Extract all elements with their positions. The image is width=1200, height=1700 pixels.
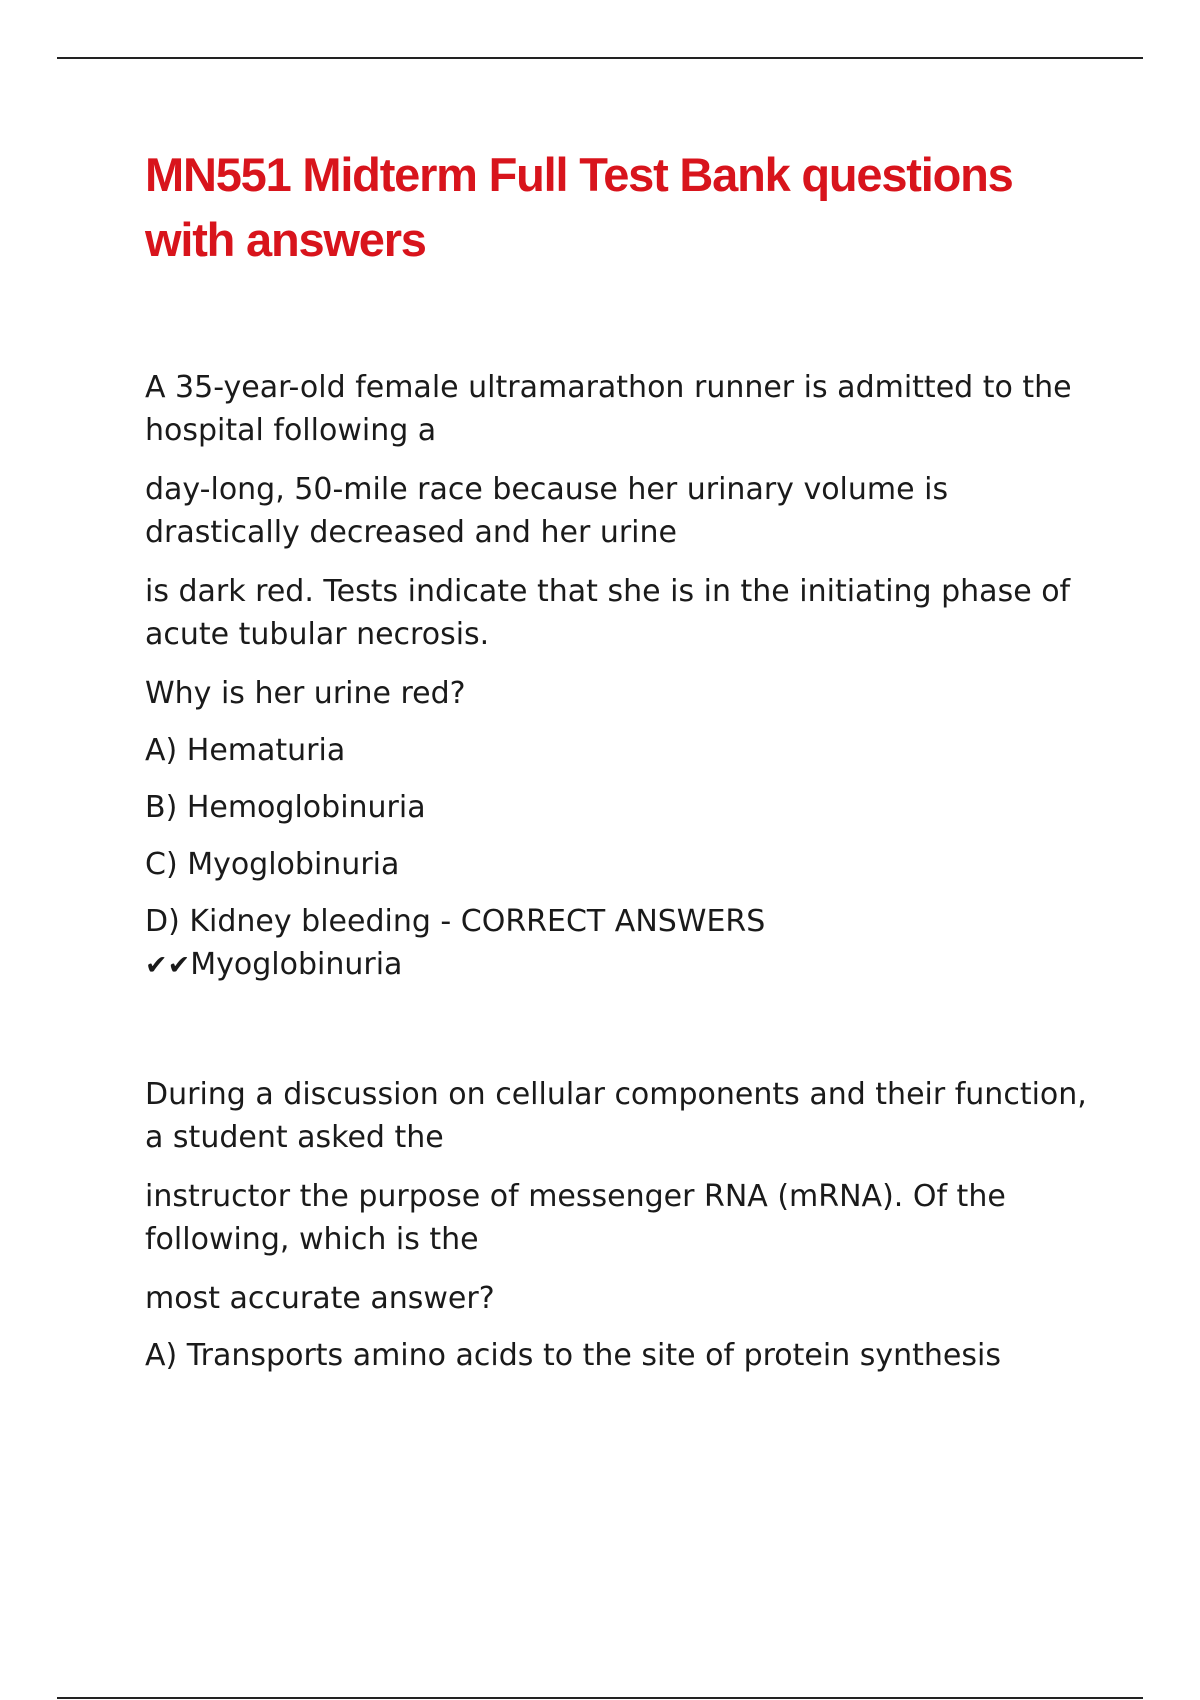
document-title: MN551 Midterm Full Test Bank questions with answers	[145, 148, 1013, 266]
correct-answer: Myoglobinuria	[190, 947, 403, 982]
answer-option: B) Hemoglobinuria	[145, 790, 426, 825]
answer-option: A) Transports amino acids to the site of protein synthesis	[145, 1338, 1001, 1373]
answer-option: A) Hematuria	[145, 733, 346, 768]
question-text: A 35-year-old female ultramarathon runner is admitted to the hospital following a	[145, 370, 1072, 448]
question-block	[145, 366, 1105, 1001]
question-text: During a discussion on cellular components and their function, a student asked the	[145, 1077, 1087, 1155]
question-prompt: Why is her urine red?	[145, 676, 466, 711]
answer-option-label: D) Kidney bleeding - CORRECT ANSWERS	[145, 904, 766, 939]
checkmark-icon: ✔✔	[145, 950, 191, 981]
question-block	[145, 1073, 1105, 1391]
question-text: is dark red. Tests indicate that she is in the initiating phase of acute tubular necrosis.	[145, 574, 1071, 652]
top-divider	[57, 57, 1143, 59]
question-prompt: most accurate answer?	[145, 1281, 495, 1316]
answer-option-with-answer	[145, 900, 1105, 987]
bottom-divider	[57, 1697, 1143, 1699]
question-text: day-long, 50-mile race because her urinary volume is drastically decreased and her urine	[145, 472, 949, 550]
answer-option: C) Myoglobinuria	[145, 847, 400, 882]
question-text: instructor the purpose of messenger RNA (mRNA). Of the following, which is the	[145, 1179, 1006, 1257]
